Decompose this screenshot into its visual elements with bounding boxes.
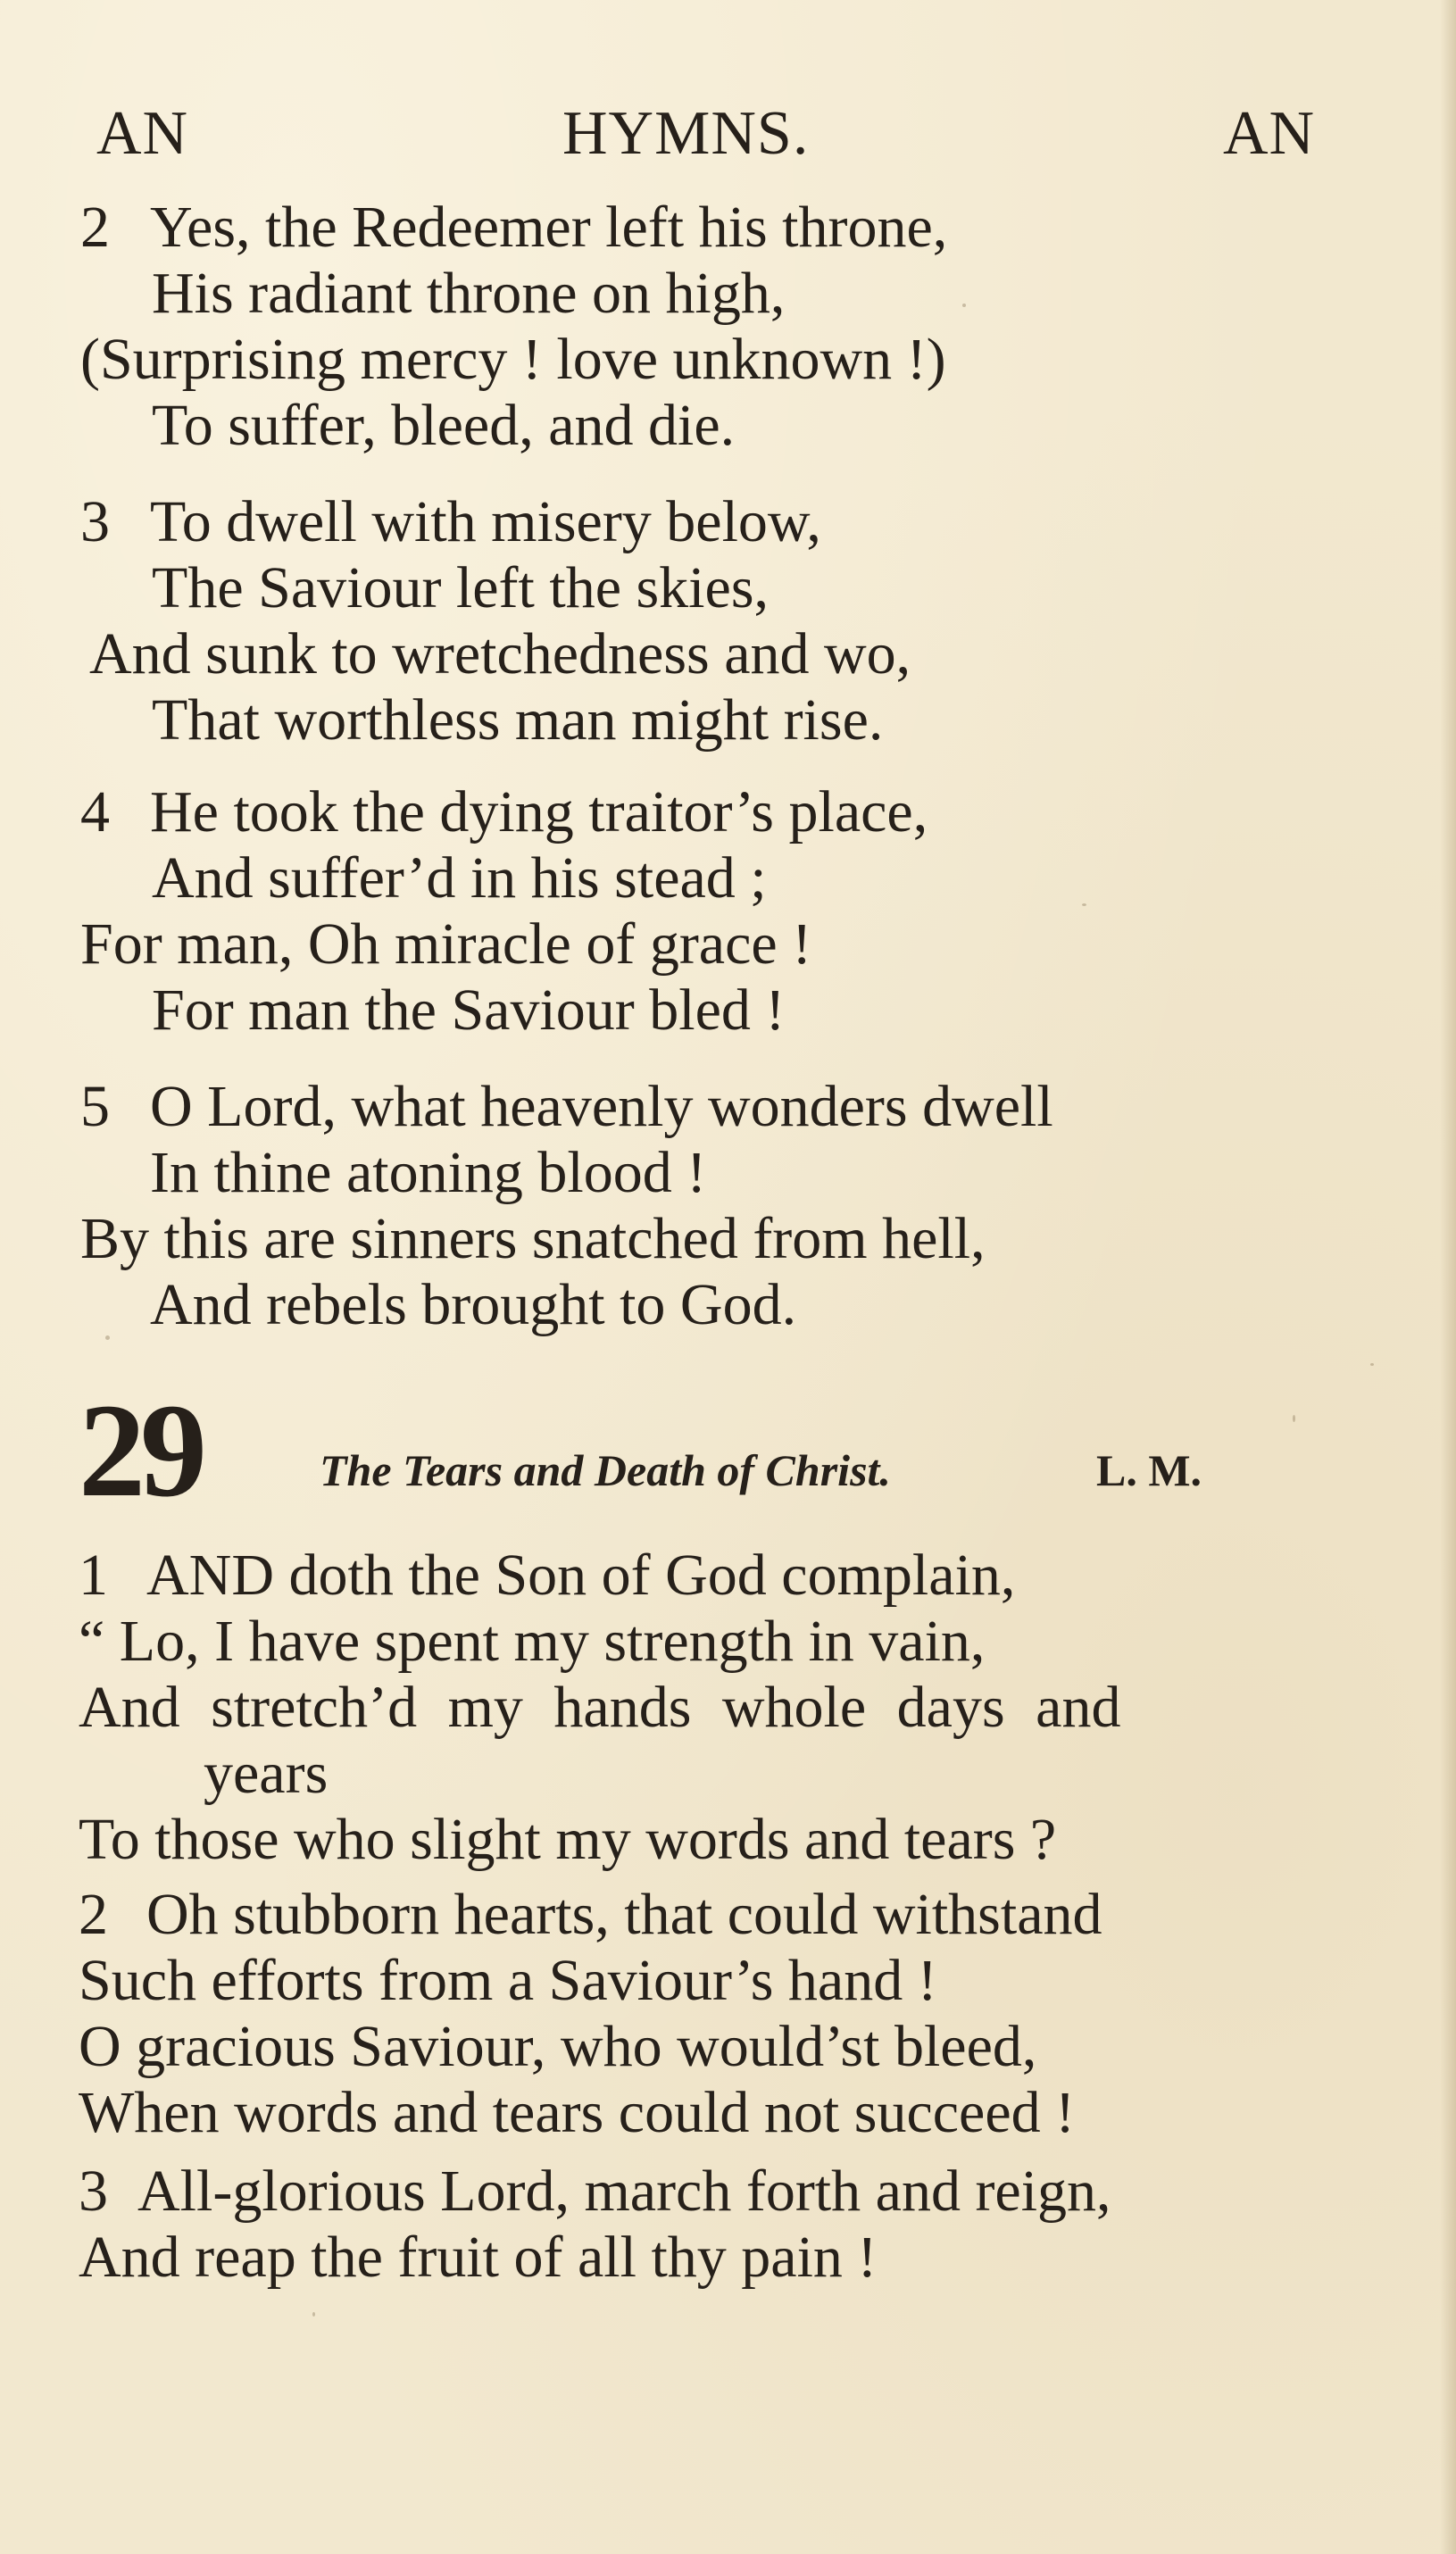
verse-line: The Saviour left the skies, — [152, 555, 770, 620]
verse-text: O Lord, what heavenly wonders dwell — [150, 1074, 1053, 1139]
verse-line: And stretch’d my hands whole days and — [79, 1675, 1121, 1740]
verse-line — [79, 1882, 1102, 1948]
running-head-left: AN — [96, 99, 189, 168]
verse-line — [80, 779, 928, 845]
running-head-right: AN — [1223, 99, 1316, 168]
verse-text: AND doth the Son of God complain, — [146, 1543, 1016, 1608]
verse-text: To dwell with misery below, — [150, 489, 821, 554]
paper-speck — [1082, 903, 1086, 906]
hymn-29-header — [79, 1377, 1382, 1525]
verse-line: To suffer, bleed, and die. — [152, 393, 736, 458]
stanza-number: 3 — [80, 489, 110, 554]
verse-line — [80, 1074, 1053, 1140]
verse-line — [79, 1543, 1015, 1609]
verse-line: And sunk to wretchedness and wo, — [89, 621, 911, 686]
verse-text: He took the dying traitor’s place, — [150, 779, 928, 844]
paper-speck — [1293, 1415, 1295, 1422]
page-edge-shadow — [1440, 0, 1456, 2554]
verse-line — [79, 2159, 1111, 2225]
stanza-number: 2 — [79, 1882, 108, 1947]
hymn-meter: L. M. — [1096, 1445, 1202, 1495]
paper-speck — [1370, 1363, 1374, 1366]
running-head — [0, 98, 1456, 170]
hymn-number: 29 — [79, 1377, 202, 1525]
stanza-number: 4 — [80, 779, 110, 844]
stanza-number: 5 — [80, 1074, 110, 1139]
verse-line: “ Lo, I have spent my strength in vain, — [79, 1609, 986, 1674]
stanza-number: 3 — [79, 2159, 108, 2224]
verse-line: Such efforts from a Saviour’s hand ! — [79, 1948, 937, 2013]
verse-line: For man, Oh miracle of grace ! — [80, 911, 812, 977]
verse-line: And suffer’d in his stead ; — [152, 845, 767, 911]
verse-line: By this are sinners snatched from hell, — [80, 1206, 986, 1271]
verse-line: O gracious Saviour, who would’st bleed, — [79, 2014, 1037, 2079]
verse-text: Yes, the Redeemer left his throne, — [150, 195, 948, 260]
verse-line: And reap the fruit of all thy pain ! — [79, 2225, 878, 2290]
verse-line: And rebels brought to God. — [150, 1272, 797, 1337]
stanza-number: 2 — [80, 195, 110, 260]
verse-line: (Surprising mercy ! love unknown !) — [80, 327, 946, 392]
stanza-number: 1 — [79, 1543, 108, 1608]
verse-line — [80, 195, 947, 261]
verse-line: For man the Saviour bled ! — [152, 978, 786, 1043]
verse-line: That worthless man might rise. — [152, 687, 884, 753]
paper-speck — [312, 2312, 315, 2317]
verse-line: His radiant throne on high, — [152, 261, 786, 326]
hymn-title: The Tears and Death of Christ. — [320, 1445, 891, 1495]
running-head-title: HYMNS. — [562, 99, 810, 168]
verse-line: years — [204, 1741, 329, 1806]
verse-line: To those who slight my words and tears ? — [79, 1807, 1057, 1872]
paper-speck — [962, 304, 966, 307]
verse-line: When words and tears could not succeed ! — [79, 2080, 1076, 2145]
verse-line — [80, 489, 821, 555]
paper-speck — [105, 1335, 110, 1340]
verse-text: All-glorious Lord, march forth and reign, — [137, 2159, 1111, 2224]
verse-line: In thine atoning blood ! — [150, 1140, 707, 1205]
verse-text: Oh stubborn hearts, that could withstand — [146, 1882, 1102, 1947]
